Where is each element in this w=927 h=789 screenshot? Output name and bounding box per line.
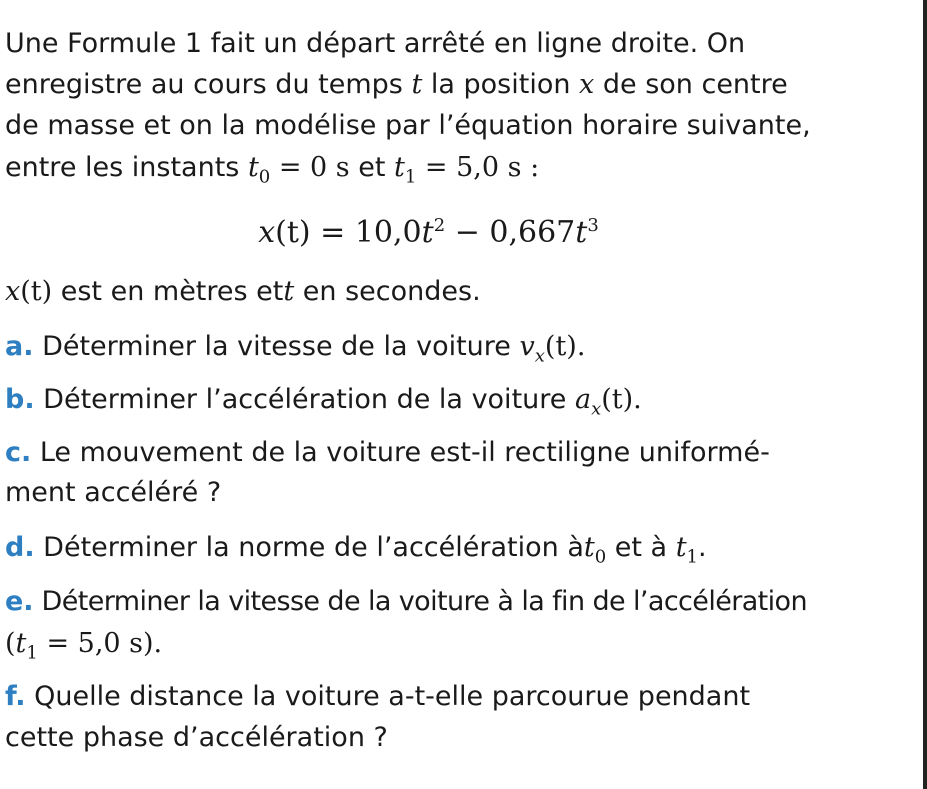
intro-text-4b: et (349, 152, 395, 183)
units-arg: (t) (20, 276, 53, 307)
units-var-x: x (5, 276, 21, 307)
intro-line-2 (5, 65, 788, 105)
intro-line-4 (5, 148, 539, 188)
eq-equals: = 10,0 (310, 215, 422, 250)
question-e-expr (5, 628, 163, 664)
question-c-text-1: Le mouvement de la voiture est-il rectiligne uniformé- (31, 437, 770, 468)
question-d-label: d. (5, 532, 35, 563)
units-text-2: en secondes. (294, 276, 481, 307)
question-e-open: ( (5, 628, 16, 659)
question-e-label: e. (5, 586, 34, 617)
equation (258, 215, 669, 250)
question-f-line-2 (5, 718, 388, 758)
question-b (5, 380, 642, 420)
question-a-var: v (519, 331, 535, 362)
question-a-arg: (t). (544, 331, 586, 362)
eq-term2-var: t (575, 215, 588, 250)
question-e-sub: 1 (26, 642, 38, 664)
question-f-line-1 (5, 677, 750, 717)
question-d-mid: et à (606, 532, 676, 563)
question-d-text: Déterminer la norme de l’accélération à (34, 532, 584, 563)
eq-lhs-arg: (t) (275, 215, 311, 250)
question-a-label: a. (5, 331, 34, 362)
question-d-sub1: 0 (594, 546, 607, 568)
question-a-sub: x (534, 345, 545, 367)
question-e-value: = 5,0 s). (37, 628, 163, 659)
t0-expression (247, 152, 350, 188)
equation-line (0, 213, 927, 253)
t0-sub: 0 (258, 166, 271, 188)
question-b-expr (574, 384, 642, 420)
question-c-label: c. (5, 437, 32, 468)
question-d-end: . (698, 532, 707, 563)
question-e-line-1 (5, 582, 807, 622)
units-line (5, 272, 481, 312)
units-var-t: t (283, 276, 295, 307)
question-e-text-1: Déterminer la vitesse de la voiture à la fin de l’accélération (33, 586, 807, 617)
question-c-text-2: ment accéléré ? (5, 477, 222, 508)
intro-text-1: Une Formule 1 fait un départ arrêté en ligne droite. On (5, 28, 746, 59)
eq-minus: − 0,667 (445, 215, 576, 250)
question-f-label: f. (5, 681, 26, 712)
eq-term1-exp: 2 (433, 215, 446, 236)
question-f-text-1: Quelle distance la voiture a-t-elle parcourue pendant (25, 681, 751, 712)
intro-text-2a: enregistre au cours du temps (5, 69, 412, 100)
intro-text-4a: entre les instants (5, 152, 248, 183)
eq-term1-var: t (421, 215, 434, 250)
intro-var-t: t (411, 69, 423, 100)
t1-value: = 5,0 s : (416, 152, 540, 183)
page-edge-divider (923, 0, 927, 789)
t1-sub: 1 (404, 166, 417, 188)
intro-text-3: de masse et on la modélise par l’équation horaire suivante, (5, 110, 811, 141)
t1-var: t (394, 152, 405, 183)
question-b-text: Déterminer l’accélération de la voiture (34, 384, 575, 415)
t0-value: = 0 s (270, 152, 350, 183)
eq-lhs-var: x (258, 215, 276, 250)
question-d (5, 528, 707, 568)
question-b-var: a (574, 384, 592, 415)
question-b-label: b. (5, 384, 35, 415)
question-a-text: Déterminer la vitesse de la voiture (33, 331, 520, 362)
question-c-line-1 (5, 433, 770, 473)
question-d-sub2: 1 (686, 546, 698, 568)
question-a (5, 327, 585, 367)
t1-expression (394, 152, 540, 188)
intro-text-2c: de son centre (594, 69, 788, 100)
question-b-sub: x (591, 398, 602, 420)
intro-line-1 (5, 24, 745, 64)
question-d-var2: t (675, 532, 687, 563)
question-d-t0 (583, 532, 607, 568)
question-c-line-2 (5, 473, 221, 513)
question-d-var1: t (583, 532, 595, 563)
intro-var-x: x (579, 69, 595, 100)
question-f-text-2: cette phase d’accélération ? (5, 722, 388, 753)
intro-text-2b: la position (422, 69, 580, 100)
eq-term2-exp: 3 (587, 215, 599, 236)
question-e-var: t (15, 628, 27, 659)
question-d-t1 (675, 532, 698, 568)
question-b-arg: (t). (601, 384, 642, 415)
question-e-line-2 (5, 624, 162, 664)
t0-var: t (247, 152, 259, 183)
intro-line-3 (5, 106, 811, 146)
units-text-1: est en mètres et (52, 276, 284, 307)
question-a-expr (519, 331, 586, 367)
